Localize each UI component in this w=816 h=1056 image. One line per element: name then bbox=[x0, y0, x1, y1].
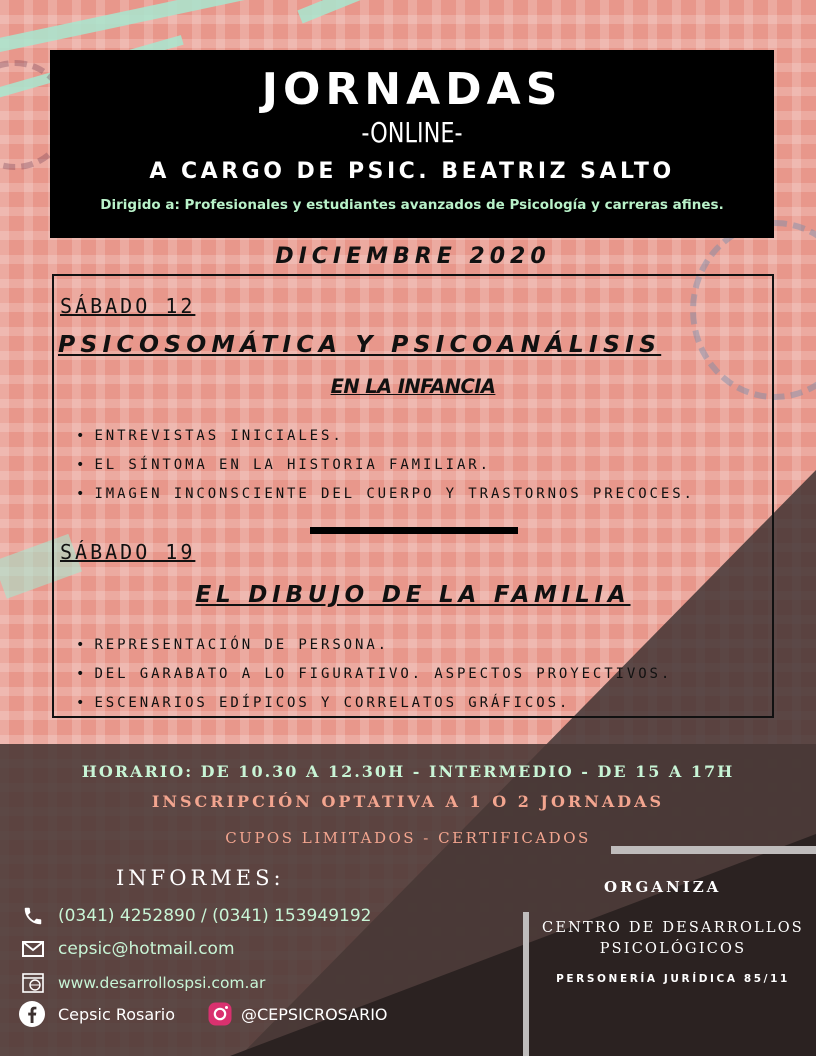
organizer-side-line bbox=[523, 912, 529, 1056]
list-item: • IMAGEN INCONSCIENTE DEL CUERPO Y TRASTORNOS PRECOCES. bbox=[76, 480, 695, 509]
contact-title: INFORMES: bbox=[116, 866, 285, 890]
email-row bbox=[18, 939, 235, 959]
mail-icon bbox=[18, 941, 48, 957]
page-title: JORNADAS bbox=[261, 64, 563, 115]
list-item: • DEL GARABATO A LO FIGURATIVO. ASPECTOS PROYECTIVOS. bbox=[76, 660, 672, 689]
web-icon bbox=[18, 973, 48, 993]
email-address[interactable]: cepsic@hotmail.com bbox=[58, 939, 235, 959]
social-row bbox=[18, 1000, 388, 1028]
facebook-icon bbox=[18, 1000, 46, 1028]
facebook-name: Cepsic Rosario bbox=[58, 1004, 175, 1024]
session-title: PSICOSOMÁTICA Y PSICOANÁLISIS bbox=[58, 330, 662, 358]
mint-brush-stroke bbox=[297, 0, 506, 23]
website-url[interactable]: www.desarrollospsi.com.ar bbox=[58, 974, 266, 992]
header-box bbox=[50, 50, 774, 238]
session-day: SÁBADO 12 bbox=[60, 294, 196, 318]
organizer-name-line: PSICOLÓGICOS bbox=[599, 941, 747, 957]
list-item: • ENTREVISTAS INICIALES. bbox=[76, 422, 695, 451]
organizer-name bbox=[530, 918, 816, 960]
organizer-name-line: CENTRO DE DESARROLLOS bbox=[542, 920, 804, 936]
list-item: • REPRESENTACIÓN DE PERSONA. bbox=[76, 631, 672, 660]
instagram-link[interactable] bbox=[207, 1001, 388, 1027]
online-label: -ONLINE- bbox=[361, 116, 463, 149]
session-day: SÁBADO 19 bbox=[60, 540, 196, 564]
program-box bbox=[52, 274, 774, 718]
website-row bbox=[18, 973, 265, 993]
month-heading: DICIEMBRE 2020 bbox=[275, 244, 551, 269]
instagram-icon bbox=[207, 1001, 233, 1027]
audience-line: Dirigido a: Profesionales y estudiantes avanzados de Psicología y carreras afines. bbox=[100, 197, 724, 213]
facebook-link[interactable] bbox=[18, 1000, 175, 1028]
session-subtitle: EN LA INFANCIA bbox=[330, 375, 496, 398]
session-topics bbox=[76, 631, 672, 718]
teacher-line: A CARGO DE PSIC. BEATRIZ SALTO bbox=[149, 159, 675, 184]
session-topics bbox=[76, 422, 695, 509]
list-item: • ESCENARIOS EDÍPICOS Y CORRELATOS GRÁFICOS. bbox=[76, 689, 672, 718]
spots-line: CUPOS LIMITADOS - CERTIFICADOS bbox=[225, 829, 591, 847]
organizer-label: ORGANIZA bbox=[604, 878, 722, 896]
organizer-legal-status: PERSONERÍA JURÍDICA 85/11 bbox=[556, 973, 790, 985]
organizer-top-line bbox=[611, 846, 816, 854]
enrollment-line: INSCRIPCIÓN OPTATIVA A 1 O 2 JORNADAS bbox=[151, 792, 665, 811]
session-title: EL DIBUJO DE LA FAMILIA bbox=[195, 582, 631, 608]
list-item: • EL SÍNTOMA EN LA HISTORIA FAMILIAR. bbox=[76, 451, 695, 480]
instagram-handle: @CEPSICROSARIO bbox=[240, 1004, 388, 1024]
phone-icon bbox=[18, 905, 48, 927]
phone-numbers[interactable]: (0341) 4252890 / (0341) 153949192 bbox=[58, 906, 372, 926]
schedule-line: HORARIO: DE 10.30 A 12.30H - INTERMEDIO - DE 15 A 17H bbox=[81, 762, 735, 781]
session-divider bbox=[310, 527, 518, 534]
phone-row bbox=[18, 905, 371, 927]
